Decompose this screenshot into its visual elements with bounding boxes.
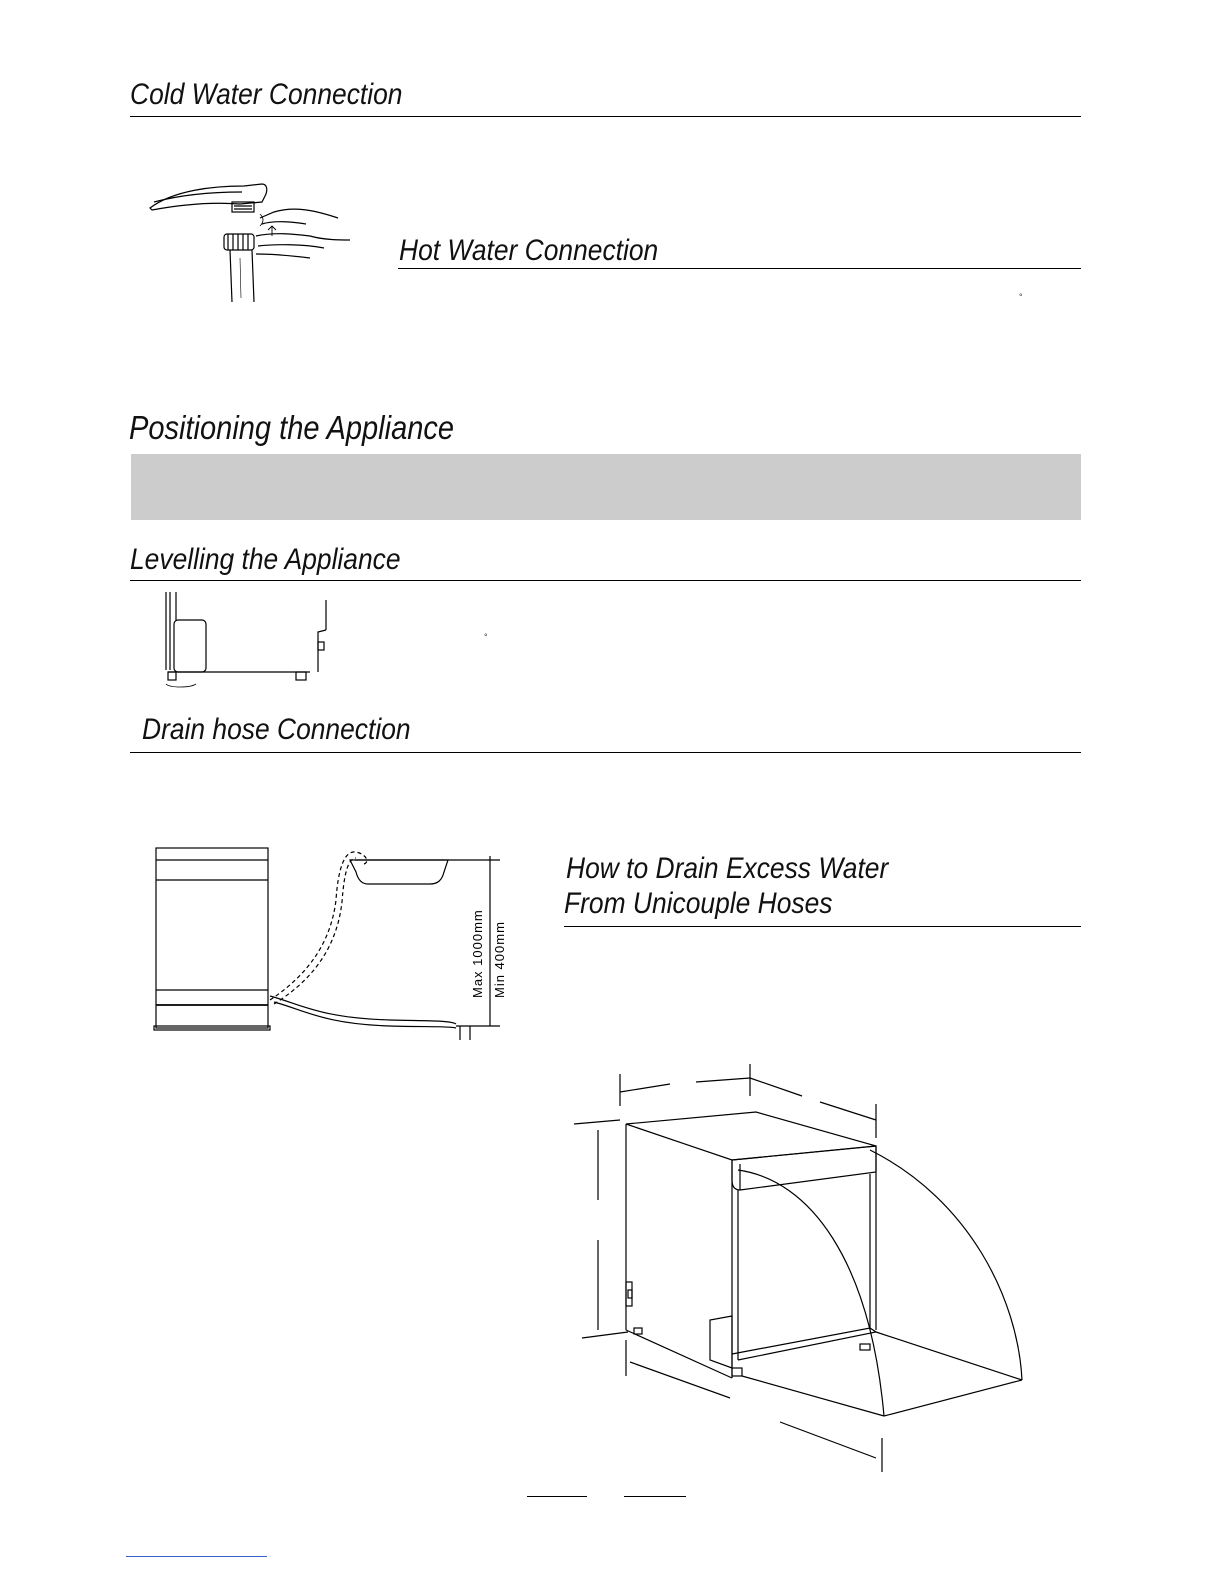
cold-water-heading: Cold Water Connection xyxy=(130,78,403,111)
drain-hose-heading: Drain hose Connection xyxy=(142,713,411,746)
footer-link-underline[interactable] xyxy=(126,1556,267,1557)
levelling-heading: Levelling the Appliance xyxy=(130,543,401,576)
positioning-heading: Positioning the Appliance xyxy=(129,409,455,446)
drain-max-height-label: Max 1000mm xyxy=(470,909,485,998)
drain-excess-rule xyxy=(564,926,1081,927)
levelling-feet-illustration xyxy=(160,590,335,700)
positioning-note-box xyxy=(131,454,1081,520)
hot-water-rule xyxy=(398,268,1081,269)
tap-connection-illustration xyxy=(144,178,354,308)
cold-water-rule xyxy=(130,116,1081,117)
drain-excess-heading-line1: How to Drain Excess Water xyxy=(566,852,889,885)
degree-mark: ° xyxy=(484,632,488,642)
drain-min-height-label: Min 400mm xyxy=(492,921,507,998)
levelling-rule xyxy=(130,580,1081,581)
drain-excess-heading-line2: From Unicouple Hoses xyxy=(564,887,833,920)
degree-mark: ° xyxy=(1019,292,1023,302)
page-number-rule-left xyxy=(527,1496,587,1497)
drain-hose-illustration xyxy=(150,840,510,1050)
drain-hose-rule xyxy=(130,752,1081,753)
hot-water-heading: Hot Water Connection xyxy=(399,234,659,267)
dishwasher-clearance-illustration xyxy=(570,1060,1030,1480)
page-number-rule-right xyxy=(624,1496,686,1497)
